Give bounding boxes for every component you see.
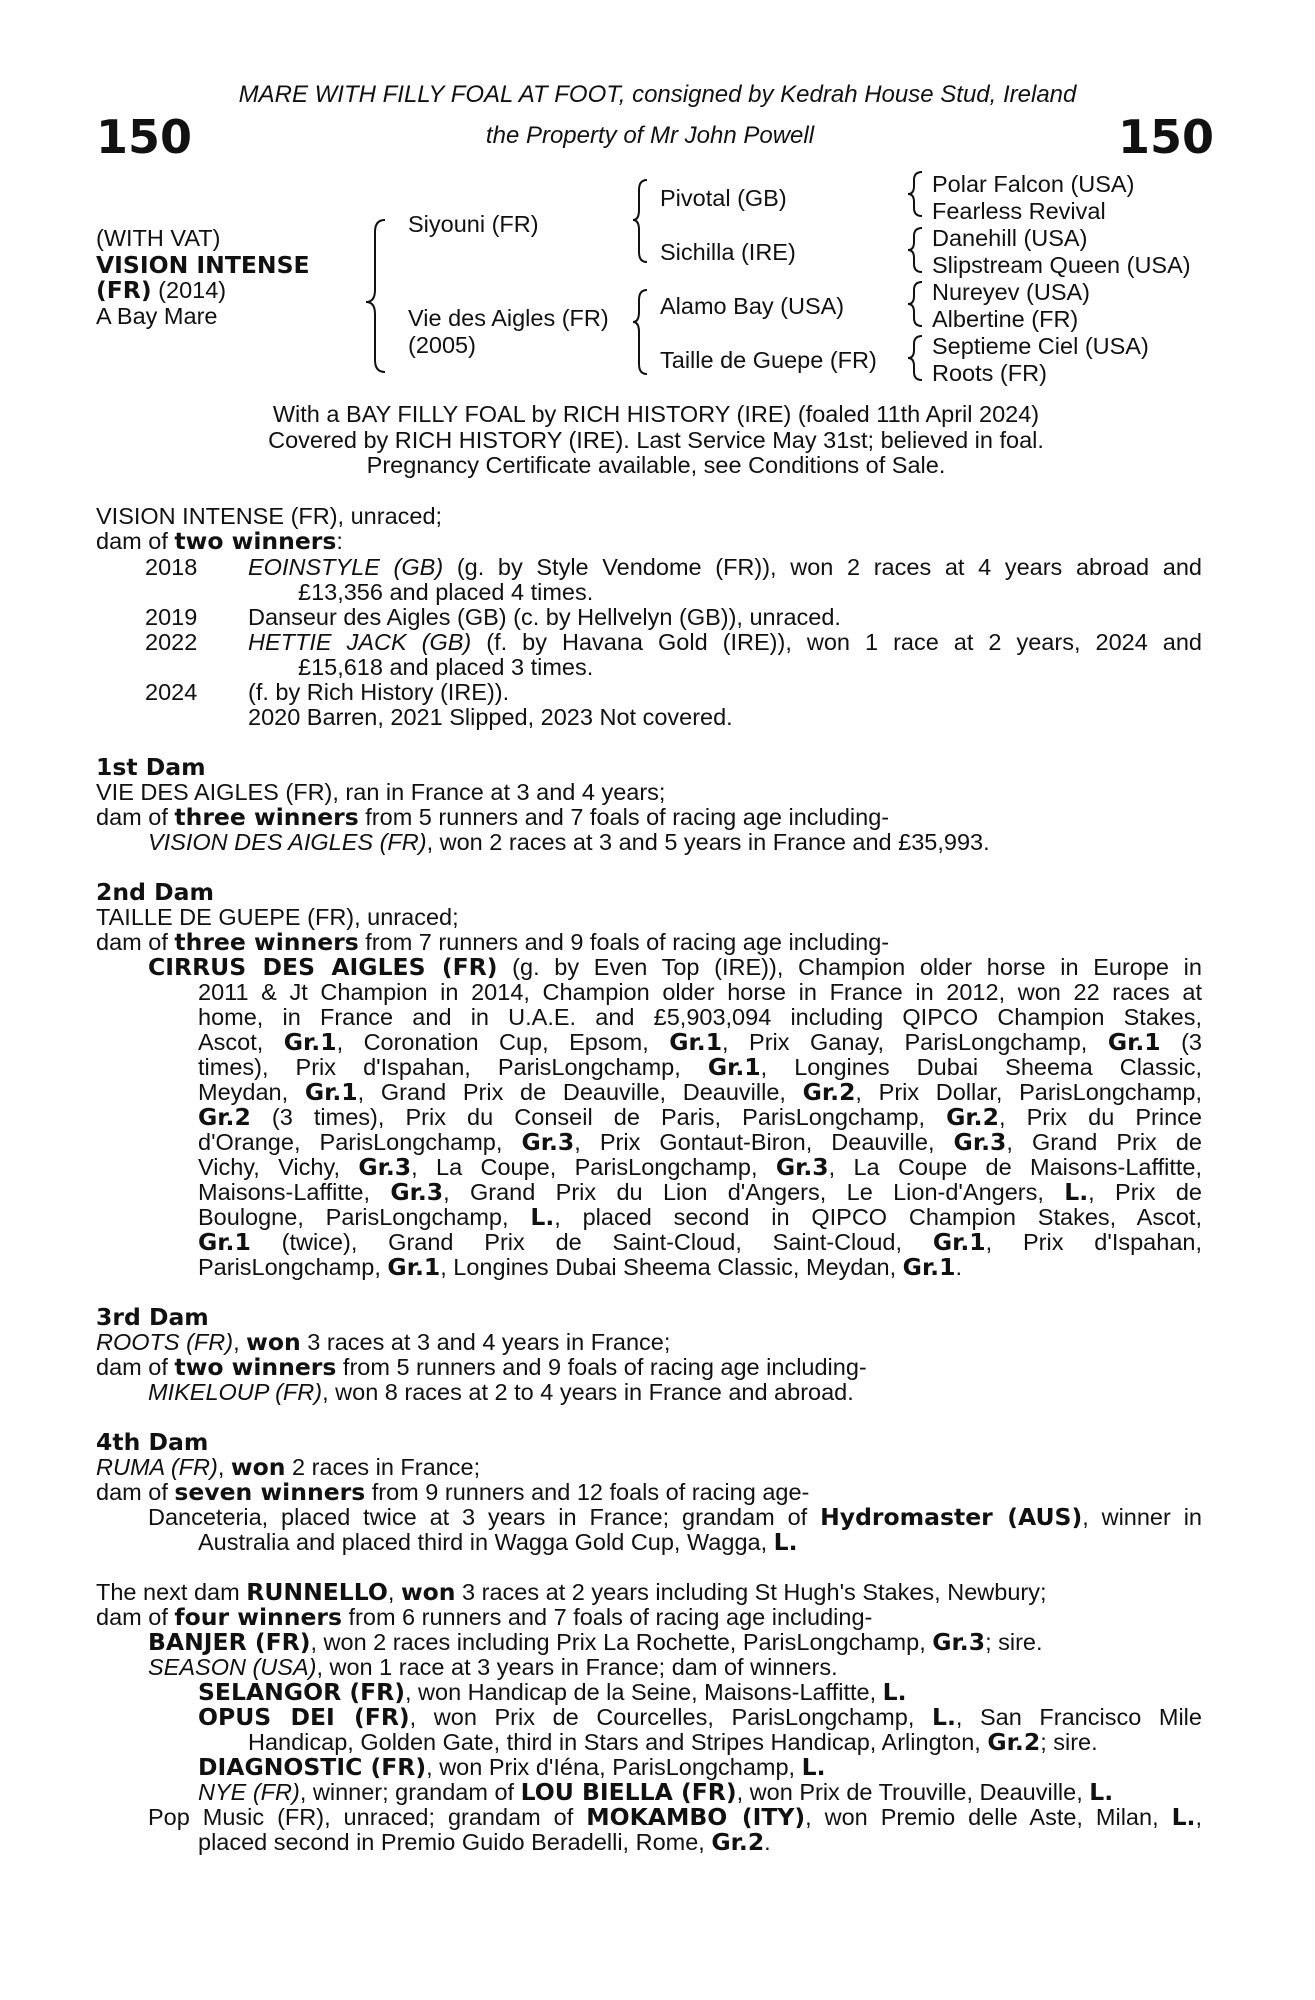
pedigree-g6: Albertine (FR) xyxy=(932,306,1079,332)
cirrus-line: Gr.2 (3 times), Prix du Conseil de Paris, ParisLongchamp, Gr.2, Prix du Prince xyxy=(198,1103,1202,1131)
dam: Vie des Aigles (FR) xyxy=(408,305,609,331)
pedigree-g7: Septieme Ciel (USA) xyxy=(932,333,1149,359)
dam1-line: VIE DES AIGLES (FR), ran in France at 3 and 4 years; xyxy=(96,779,666,805)
dam3-line: ROOTS (FR), won 3 races at 3 and 4 years in France; xyxy=(96,1328,671,1356)
dam2-summary: dam of three winners from 7 runners and 9 foals of racing age including- xyxy=(96,928,890,956)
selangor-entry: SELANGOR (FR), won Handicap de la Seine, Maisons-Laffitte, L. xyxy=(198,1678,907,1706)
section-heading-1st-dam: 1st Dam xyxy=(96,753,206,781)
season-entry: SEASON (USA), won 1 race at 3 years in France; dam of winners. xyxy=(148,1654,838,1680)
dam2-line: TAILLE DE GUEPE (FR), unraced; xyxy=(96,904,459,930)
cirrus-line-1: CIRRUS DES AIGLES (FR) (g. by Even Top (IRE)), Champion older horse in Europe in xyxy=(148,953,1202,981)
lot-number-right: 150 xyxy=(1118,110,1215,164)
cirrus-line: ParisLongchamp, Gr.1, Longines Dubai Sheema Classic, Meydan, Gr.1. xyxy=(198,1253,962,1281)
dam4-progeny-cont: Australia and placed third in Wagga Gold Cup, Wagga, L. xyxy=(198,1528,798,1556)
sire-dam: Sichilla (IRE) xyxy=(660,239,796,265)
section-heading-4th-dam: 4th Dam xyxy=(96,1428,209,1456)
cirrus-line: times), Prix d'Ispahan, ParisLongchamp, Gr.1, Longines Dubai Sheema Classic, xyxy=(198,1053,1202,1081)
brace-g2 xyxy=(908,228,922,272)
cirrus-line: 2011 & Jt Champion in 2014, Champion older horse in France in 2012, won 22 races at xyxy=(198,979,1202,1005)
pedigree-g5: Nureyev (USA) xyxy=(932,279,1091,305)
next-dam-line: The next dam RUNNELLO, won 3 races at 2 years including St Hugh's Stakes, Newbury; xyxy=(96,1578,1047,1606)
next-dam-summary: dam of four winners from 6 runners and 7 foals of racing age including- xyxy=(96,1603,873,1631)
pop-music-entry: Pop Music (FR), unraced; grandam of MOKAMBO (ITY), won Premio delle Aste, Milan, L., xyxy=(148,1803,1202,1831)
produce-entry: Danseur des Aigles (GB) (c. by Hellvelyn (GB)), unraced. xyxy=(248,604,841,630)
cirrus-line: Vichy, Vichy, Gr.3, La Coupe, ParisLongchamp, Gr.3, La Coupe de Maisons-Laffitte, xyxy=(198,1153,1202,1181)
cirrus-line: d'Orange, ParisLongchamp, Gr.3, Prix Gontaut-Biron, Deauville, Gr.3, Grand Prix de xyxy=(198,1128,1202,1156)
produce-year: 2019 xyxy=(145,604,198,630)
produce-entry-cont: £13,356 and placed 4 times. xyxy=(298,579,594,605)
horse-country-year: (FR) (2014) xyxy=(96,276,227,304)
brace-g1 xyxy=(908,172,922,216)
produce-year: 2022 xyxy=(145,629,198,655)
dam4-line: RUMA (FR), won 2 races in France; xyxy=(96,1453,481,1481)
cirrus-line: Boulogne, ParisLongchamp, L., placed second in QIPCO Champion Stakes, Ascot, xyxy=(198,1203,1202,1231)
dam1-summary: dam of three winners from 5 runners and 7 foals of racing age including- xyxy=(96,803,890,831)
foal-notes: With a BAY FILLY FOAL by RICH HISTORY (IRE) (foaled 11th April 2024) Covered by RICH HISTORY (IRE). Last Service May 31st; believed in foal. Pregnancy Certificate available, see Conditions of Sale. xyxy=(268,401,1044,478)
diagnostic-entry: DIAGNOSTIC (FR), won Prix d'Iéna, ParisLongchamp, L. xyxy=(198,1753,826,1781)
dam3-progeny: MIKELOUP (FR), won 8 races at 2 to 4 years in France and abroad. xyxy=(148,1379,854,1405)
cirrus-line: Meydan, Gr.1, Grand Prix de Deauville, Deauville, Gr.2, Prix Dollar, ParisLongchamp, xyxy=(198,1078,1202,1106)
brace-g3 xyxy=(908,282,922,326)
sire-sire: Pivotal (GB) xyxy=(660,185,787,211)
produce-year: 2018 xyxy=(145,554,198,580)
nye-entry: NYE (FR), winner; grandam of LOU BIELLA (FR), won Prix de Trouville, Deauville, L. xyxy=(198,1778,1114,1806)
dam1-progeny: VISION DES AIGLES (FR), won 2 races at 3 and 5 years in France and £35,993. xyxy=(148,829,990,855)
cirrus-line: Gr.1 (twice), Grand Prix de Saint-Cloud, Saint-Cloud, Gr.1, Prix d'Ispahan, xyxy=(198,1228,1202,1256)
brace-dam xyxy=(633,290,647,374)
section-heading-3rd-dam: 3rd Dam xyxy=(96,1303,209,1331)
brace-g4 xyxy=(908,336,922,380)
produce-summary: dam of two winners: xyxy=(96,527,343,555)
produce-entry: EOINSTYLE (GB) (g. by Style Vendome (FR)), won 2 races at 4 years abroad and xyxy=(248,554,1202,580)
produce-year: 2024 xyxy=(145,679,198,705)
banjer-entry: BANJER (FR), won 2 races including Prix La Rochette, ParisLongchamp, Gr.3; sire. xyxy=(148,1628,1043,1656)
dam4-progeny: Danceteria, placed twice at 3 years in France; grandam of Hydromaster (AUS), winner in xyxy=(148,1503,1202,1531)
dam3-summary: dam of two winners from 5 runners and 9 foals of racing age including- xyxy=(96,1353,867,1381)
produce-entry: HETTIE JACK (GB) (f. by Havana Gold (IRE)), won 1 race at 2 years, 2024 and xyxy=(248,629,1202,655)
dam-sire: Alamo Bay (USA) xyxy=(660,293,845,319)
opus-dei-cont: Handicap, Golden Gate, third in Stars and Stripes Handicap, Arlington, Gr.2; sire. xyxy=(248,1728,1098,1756)
dam-year: (2005) xyxy=(408,332,476,358)
vat-note: (WITH VAT) xyxy=(96,225,221,251)
dam-dam: Taille de Guepe (FR) xyxy=(660,347,877,373)
pedigree-g3: Danehill (USA) xyxy=(932,225,1088,251)
opus-dei-entry: OPUS DEI (FR), won Prix de Courcelles, ParisLongchamp, L., San Francisco Mile xyxy=(198,1703,1202,1731)
produce-entry: (f. by Rich History (IRE)). xyxy=(248,679,510,705)
dam4-summary: dam of seven winners from 9 runners and 12 foals of racing age- xyxy=(96,1478,810,1506)
produce-entry-cont: £15,618 and placed 3 times. xyxy=(298,654,594,680)
produce-intro: VISION INTENSE (FR), unraced; xyxy=(96,503,443,529)
produce-note: 2020 Barren, 2021 Slipped, 2023 Not covered. xyxy=(248,704,733,730)
brace-sire xyxy=(633,180,647,262)
cirrus-line: Ascot, Gr.1, Coronation Cup, Epsom, Gr.1, Prix Ganay, ParisLongchamp, Gr.1 (3 xyxy=(198,1028,1202,1056)
cirrus-line: home, in France and in U.A.E. and £5,903,094 including QIPCO Champion Stakes, xyxy=(198,1004,1202,1030)
pedigree-g8: Roots (FR) xyxy=(932,360,1047,386)
pedigree-g1: Polar Falcon (USA) xyxy=(932,171,1135,197)
pop-music-cont: placed second in Premio Guido Beradelli, Rome, Gr.2. xyxy=(198,1828,771,1856)
lot-number-left: 150 xyxy=(96,110,193,164)
brace-parents xyxy=(366,220,385,372)
sire: Siyouni (FR) xyxy=(408,211,539,237)
property-line: the Property of Mr John Powell xyxy=(485,122,815,149)
cirrus-line: Maisons-Laffitte, Gr.3, Grand Prix du Lion d'Angers, Le Lion-d'Angers, L., Prix de xyxy=(198,1178,1202,1206)
pedigree-g4: Slipstream Queen (USA) xyxy=(932,252,1191,278)
pedigree-g2: Fearless Revival xyxy=(932,198,1106,224)
consignment-line: MARE WITH FILLY FOAL AT FOOT, consigned by Kedrah House Stud, Ireland xyxy=(238,81,1077,108)
horse-description: A Bay Mare xyxy=(96,302,218,329)
horse-name: VISION INTENSE xyxy=(96,250,310,279)
section-heading-2nd-dam: 2nd Dam xyxy=(96,878,214,906)
